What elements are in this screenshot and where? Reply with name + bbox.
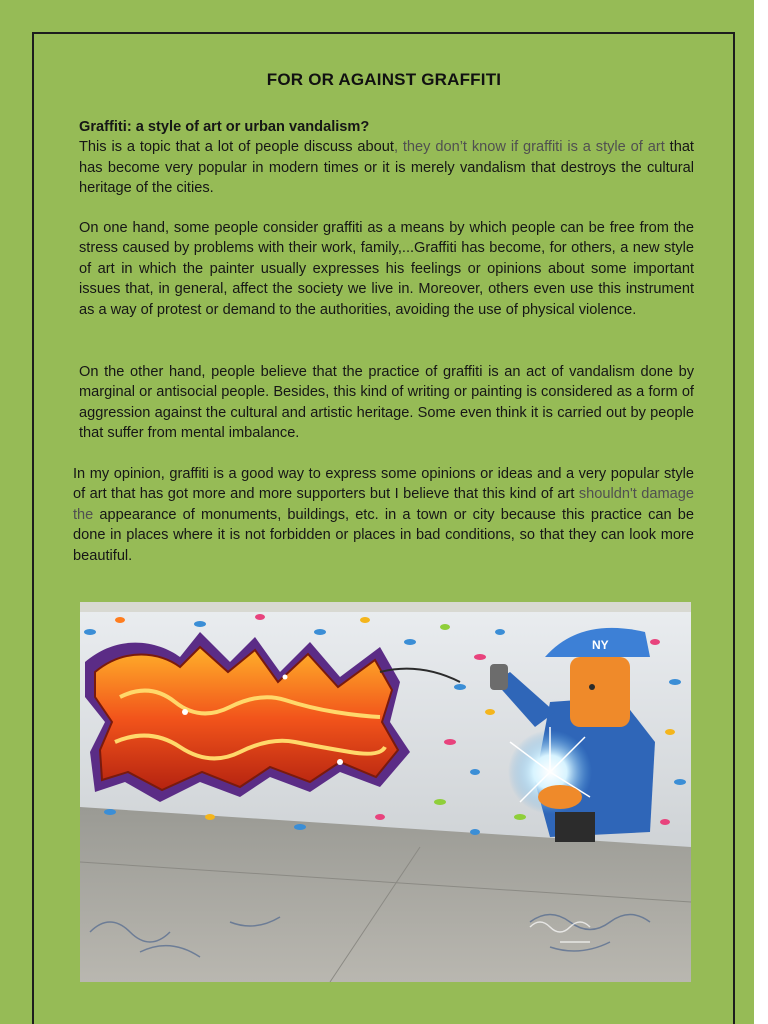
intro-text-part-2: , they don’t know if graffiti is a style of art [393, 139, 665, 156]
paragraph-one-hand: On one hand, some people consider graffiti as a means by which people can be free from the stress caused by problems with their work, family,...Graffiti has become, for others, a new style of art in which the painter usually expresses his feelings or opinions about some important issues that, in general, affect the society we live in. Moreover, others even use this instrument as a way of protest or demand to the authorities, avoiding the use of physical violence. [79, 220, 694, 318]
opinion-text-part-3: appearance of monuments, buildings, etc. in a town or city because this practice can be done in places where it is not forbidden or places in bad conditions, so that they can look more beautiful. [73, 506, 694, 564]
paragraph-other-hand: On the other hand, people believe that the practice of graffiti is an act of vandalism done by marginal or antisocial people. Besides, this kind of writing or painting is considered as a form of aggression against the cultural and artistic heritage. Some even think it is carried out by people that suffer from mental imbalance. [79, 364, 694, 442]
graffiti-wall-illustration [80, 602, 691, 982]
intro-paragraph [79, 117, 694, 199]
document-subtitle: Graffiti: a style of art or urban vandalism? [79, 119, 370, 135]
opinion-text-part-2: shouldn't damage the [73, 486, 694, 523]
page-edge [754, 0, 768, 1024]
graffiti-photo [80, 602, 691, 982]
document-title: FOR OR AGAINST GRAFFITI [266, 70, 502, 89]
paragraph-opinion [73, 464, 694, 566]
svg-text:NY: NY [592, 638, 609, 652]
intro-text-part-1: This is a topic that a lot of people discuss about [79, 139, 394, 156]
intro-text-part-3: that has become very popular in modern times or it is merely vandalism that destroys the cultural heritage of the cities. [79, 139, 694, 197]
opinion-text-part-1: In my opinion, graffiti is a good way to express some opinions or ideas and a very popular style of art that has got more and more supporters but I believe that this kind of art [73, 466, 694, 503]
